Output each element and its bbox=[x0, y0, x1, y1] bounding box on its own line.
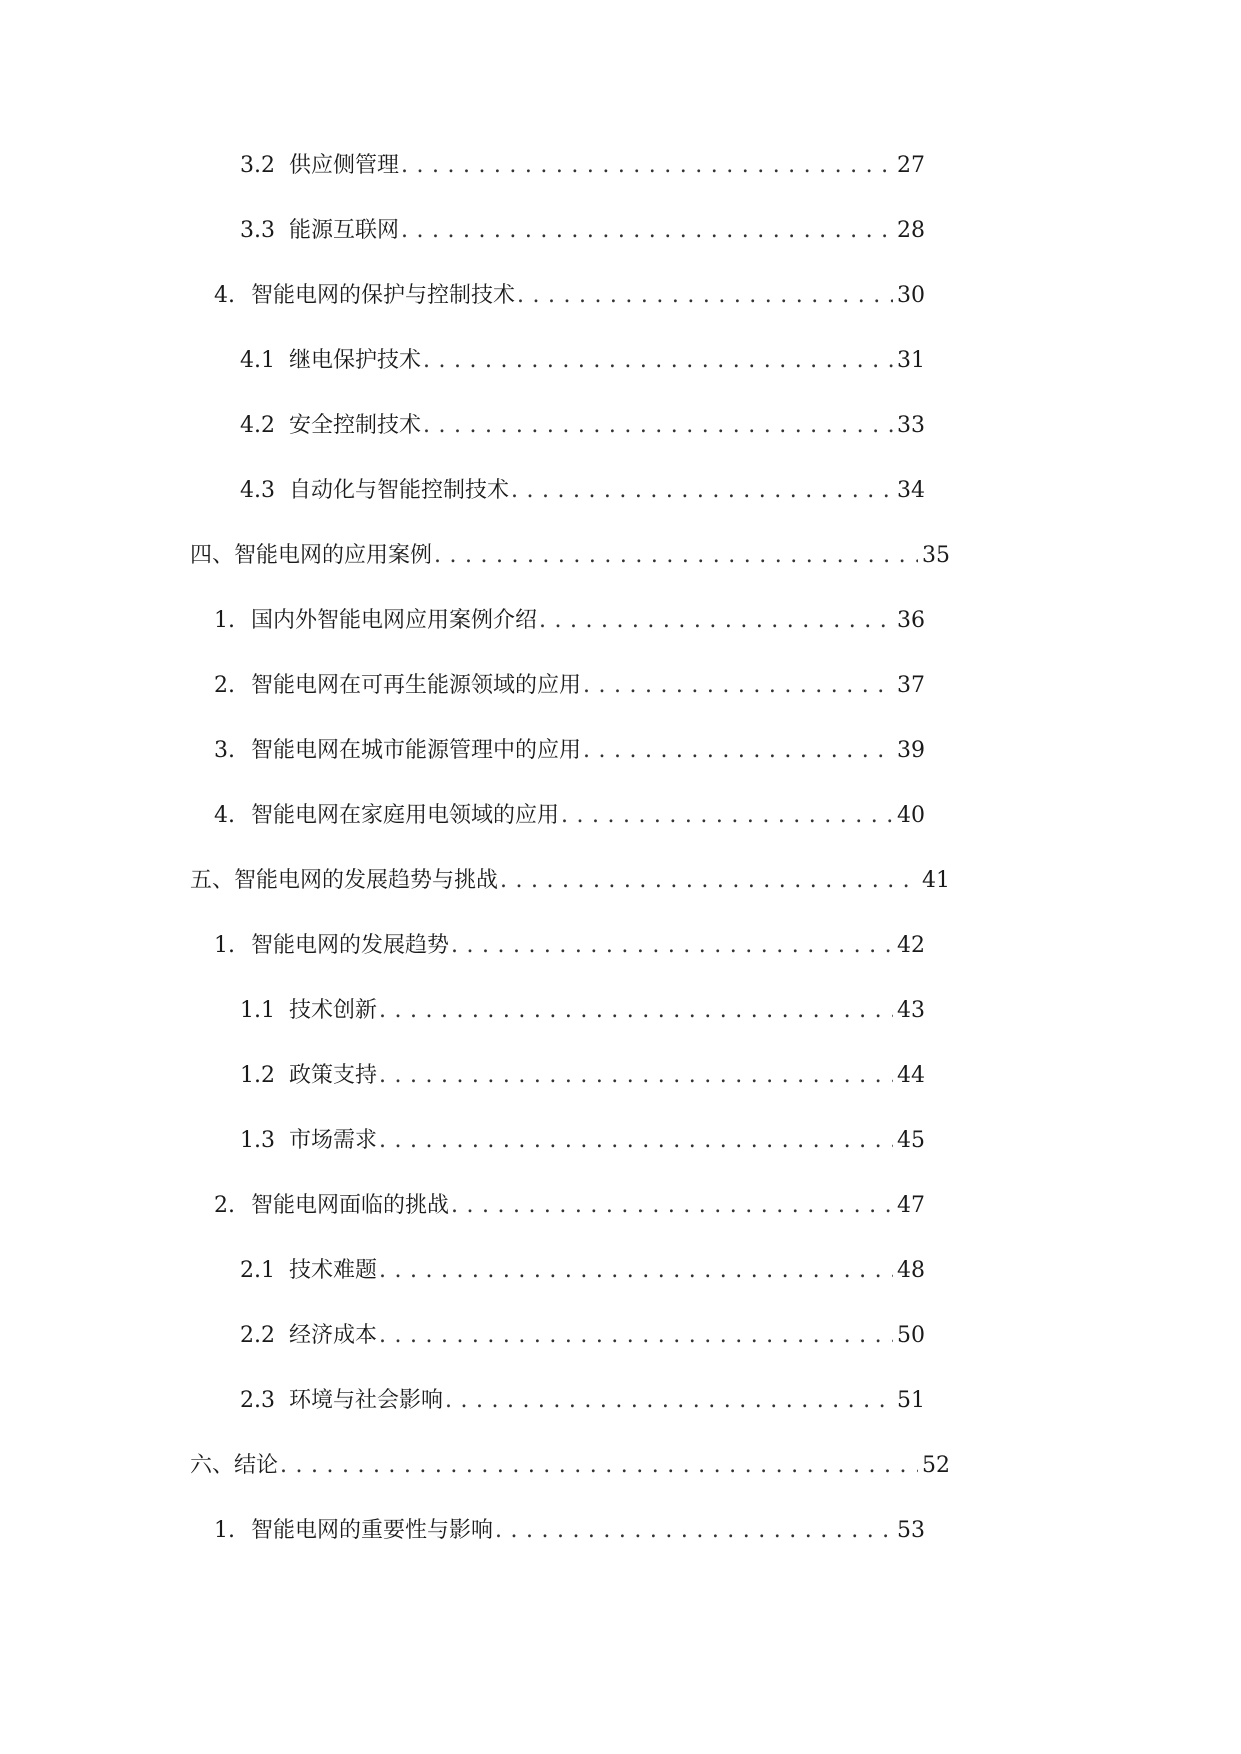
toc-entry-page: 27 bbox=[897, 153, 925, 178]
toc-entry-page: 52 bbox=[922, 1453, 950, 1478]
dot-leader bbox=[539, 607, 893, 635]
toc-entry-1-3[interactable] bbox=[0, 1105, 1241, 1170]
toc-entry-number: 4.3 bbox=[240, 478, 275, 503]
toc-entry-page: 45 bbox=[897, 1128, 925, 1153]
toc-entry-title: 经济成本 bbox=[289, 1323, 378, 1348]
toc-entry-number: 1. bbox=[214, 933, 235, 958]
toc-entry-page: 31 bbox=[897, 348, 925, 373]
toc-entry-number: 2. bbox=[214, 673, 235, 698]
toc-entry-1[interactable] bbox=[0, 1495, 1241, 1560]
toc-entry-page: 48 bbox=[897, 1258, 925, 1283]
dot-leader bbox=[500, 867, 918, 895]
toc-entry-page: 51 bbox=[897, 1388, 925, 1413]
toc-entry-title: 智能电网在家庭用电领域的应用 bbox=[251, 803, 560, 828]
toc-entry-page: 35 bbox=[922, 543, 950, 568]
dot-leader bbox=[434, 542, 918, 570]
dot-leader bbox=[401, 152, 893, 180]
toc-entry-title: 技术创新 bbox=[289, 998, 378, 1023]
toc-entry-page: 44 bbox=[897, 1063, 925, 1088]
toc-entry-3[interactable] bbox=[0, 715, 1241, 780]
toc-entry-number: 2.1 bbox=[240, 1258, 275, 1283]
toc-entry-title: 安全控制技术 bbox=[289, 413, 422, 438]
dot-leader bbox=[451, 1192, 893, 1220]
toc-entry-2[interactable] bbox=[0, 1170, 1241, 1235]
toc-entry-page: 33 bbox=[897, 413, 925, 438]
dot-leader bbox=[423, 347, 893, 375]
toc-entry-number: 1. bbox=[214, 1518, 235, 1543]
toc-entry-title: 政策支持 bbox=[289, 1063, 378, 1088]
toc-entry-title: 智能电网的发展趋势 bbox=[251, 933, 450, 958]
toc-entry-page: 41 bbox=[922, 868, 950, 893]
toc-entry-title: 能源互联网 bbox=[289, 218, 400, 243]
toc-entry-title: 技术难题 bbox=[289, 1258, 378, 1283]
toc-entry-chapter-4[interactable] bbox=[0, 520, 1241, 585]
toc-entry-title: 智能电网的发展趋势与挑战 bbox=[234, 868, 499, 893]
toc-entry-1-1[interactable] bbox=[0, 975, 1241, 1040]
toc-entry-3-2[interactable] bbox=[0, 130, 1241, 195]
toc-entry-4[interactable] bbox=[0, 780, 1241, 845]
toc-entry-2-1[interactable] bbox=[0, 1235, 1241, 1300]
toc-entry-title: 智能电网在可再生能源领域的应用 bbox=[251, 673, 582, 698]
dot-leader bbox=[495, 1517, 893, 1545]
toc-entry-title: 智能电网的应用案例 bbox=[234, 543, 433, 568]
toc-entry-page: 30 bbox=[897, 283, 925, 308]
toc-entry-number: 2.3 bbox=[240, 1388, 275, 1413]
dot-leader bbox=[561, 802, 893, 830]
toc-entry-2[interactable] bbox=[0, 650, 1241, 715]
toc-entry-number: 五、 bbox=[190, 868, 235, 893]
toc-entry-4[interactable] bbox=[0, 260, 1241, 325]
toc-entry-1[interactable] bbox=[0, 585, 1241, 650]
toc-entry-number: 1. bbox=[214, 608, 235, 633]
toc-entry-number: 2.2 bbox=[240, 1323, 275, 1348]
toc-entry-title: 智能电网面临的挑战 bbox=[251, 1193, 450, 1218]
toc-entry-title: 智能电网的重要性与影响 bbox=[251, 1518, 494, 1543]
dot-leader bbox=[379, 1322, 893, 1350]
dot-leader bbox=[583, 737, 893, 765]
dot-leader bbox=[423, 412, 893, 440]
toc-entry-number: 四、 bbox=[190, 543, 235, 568]
toc-entry-number: 六、 bbox=[190, 1453, 235, 1478]
dot-leader bbox=[401, 217, 893, 245]
toc-entry-number: 3.2 bbox=[240, 153, 275, 178]
toc-entry-number: 1.2 bbox=[240, 1063, 275, 1088]
toc-entry-2-3[interactable] bbox=[0, 1365, 1241, 1430]
toc-entry-title: 继电保护技术 bbox=[289, 348, 422, 373]
toc-entry-page: 39 bbox=[897, 738, 925, 763]
toc-entry-title: 结论 bbox=[234, 1453, 279, 1478]
toc-entry-number: 3. bbox=[214, 738, 235, 763]
toc-entry-number: 3.3 bbox=[240, 218, 275, 243]
dot-leader bbox=[451, 932, 893, 960]
toc-entry-4-1[interactable] bbox=[0, 325, 1241, 390]
toc-entry-number: 1.1 bbox=[240, 998, 275, 1023]
dot-leader bbox=[583, 672, 893, 700]
toc-entry-title: 供应侧管理 bbox=[289, 153, 400, 178]
toc-entry-page: 37 bbox=[897, 673, 925, 698]
toc-entry-page: 47 bbox=[897, 1193, 925, 1218]
dot-leader bbox=[445, 1387, 893, 1415]
toc-entry-page: 53 bbox=[897, 1518, 925, 1543]
toc-entry-number: 4.1 bbox=[240, 348, 275, 373]
toc-entry-page: 34 bbox=[897, 478, 925, 503]
dot-leader bbox=[511, 477, 893, 505]
toc-entry-title: 市场需求 bbox=[289, 1128, 378, 1153]
dot-leader bbox=[379, 1257, 893, 1285]
toc-entry-2-2[interactable] bbox=[0, 1300, 1241, 1365]
toc-entry-page: 36 bbox=[897, 608, 925, 633]
toc-entry-4-3[interactable] bbox=[0, 455, 1241, 520]
toc-entry-1[interactable] bbox=[0, 910, 1241, 975]
toc-entry-title: 智能电网在城市能源管理中的应用 bbox=[251, 738, 582, 763]
toc-entry-chapter-5[interactable] bbox=[0, 845, 1241, 910]
toc-entry-page: 28 bbox=[897, 218, 925, 243]
toc-entry-page: 50 bbox=[897, 1323, 925, 1348]
toc-entry-page: 42 bbox=[897, 933, 925, 958]
toc-entry-number: 4. bbox=[214, 283, 235, 308]
dot-leader bbox=[517, 282, 893, 310]
toc-entry-title: 智能电网的保护与控制技术 bbox=[251, 283, 516, 308]
dot-leader bbox=[280, 1452, 918, 1480]
dot-leader bbox=[379, 1127, 893, 1155]
toc-entry-page: 40 bbox=[897, 803, 925, 828]
toc-entry-page: 43 bbox=[897, 998, 925, 1023]
table-of-contents bbox=[0, 130, 1241, 1560]
toc-entry-title: 自动化与智能控制技术 bbox=[289, 478, 510, 503]
toc-entry-1-2[interactable] bbox=[0, 1040, 1241, 1105]
toc-entry-title: 环境与社会影响 bbox=[289, 1388, 444, 1413]
dot-leader bbox=[379, 997, 893, 1025]
toc-entry-chapter-6[interactable] bbox=[0, 1430, 1241, 1495]
toc-entry-number: 1.3 bbox=[240, 1128, 275, 1153]
toc-entry-number: 4.2 bbox=[240, 413, 275, 438]
toc-entry-3-3[interactable] bbox=[0, 195, 1241, 260]
toc-entry-title: 国内外智能电网应用案例介绍 bbox=[251, 608, 538, 633]
toc-entry-4-2[interactable] bbox=[0, 390, 1241, 455]
toc-entry-number: 4. bbox=[214, 803, 235, 828]
toc-entry-number: 2. bbox=[214, 1193, 235, 1218]
dot-leader bbox=[379, 1062, 893, 1090]
